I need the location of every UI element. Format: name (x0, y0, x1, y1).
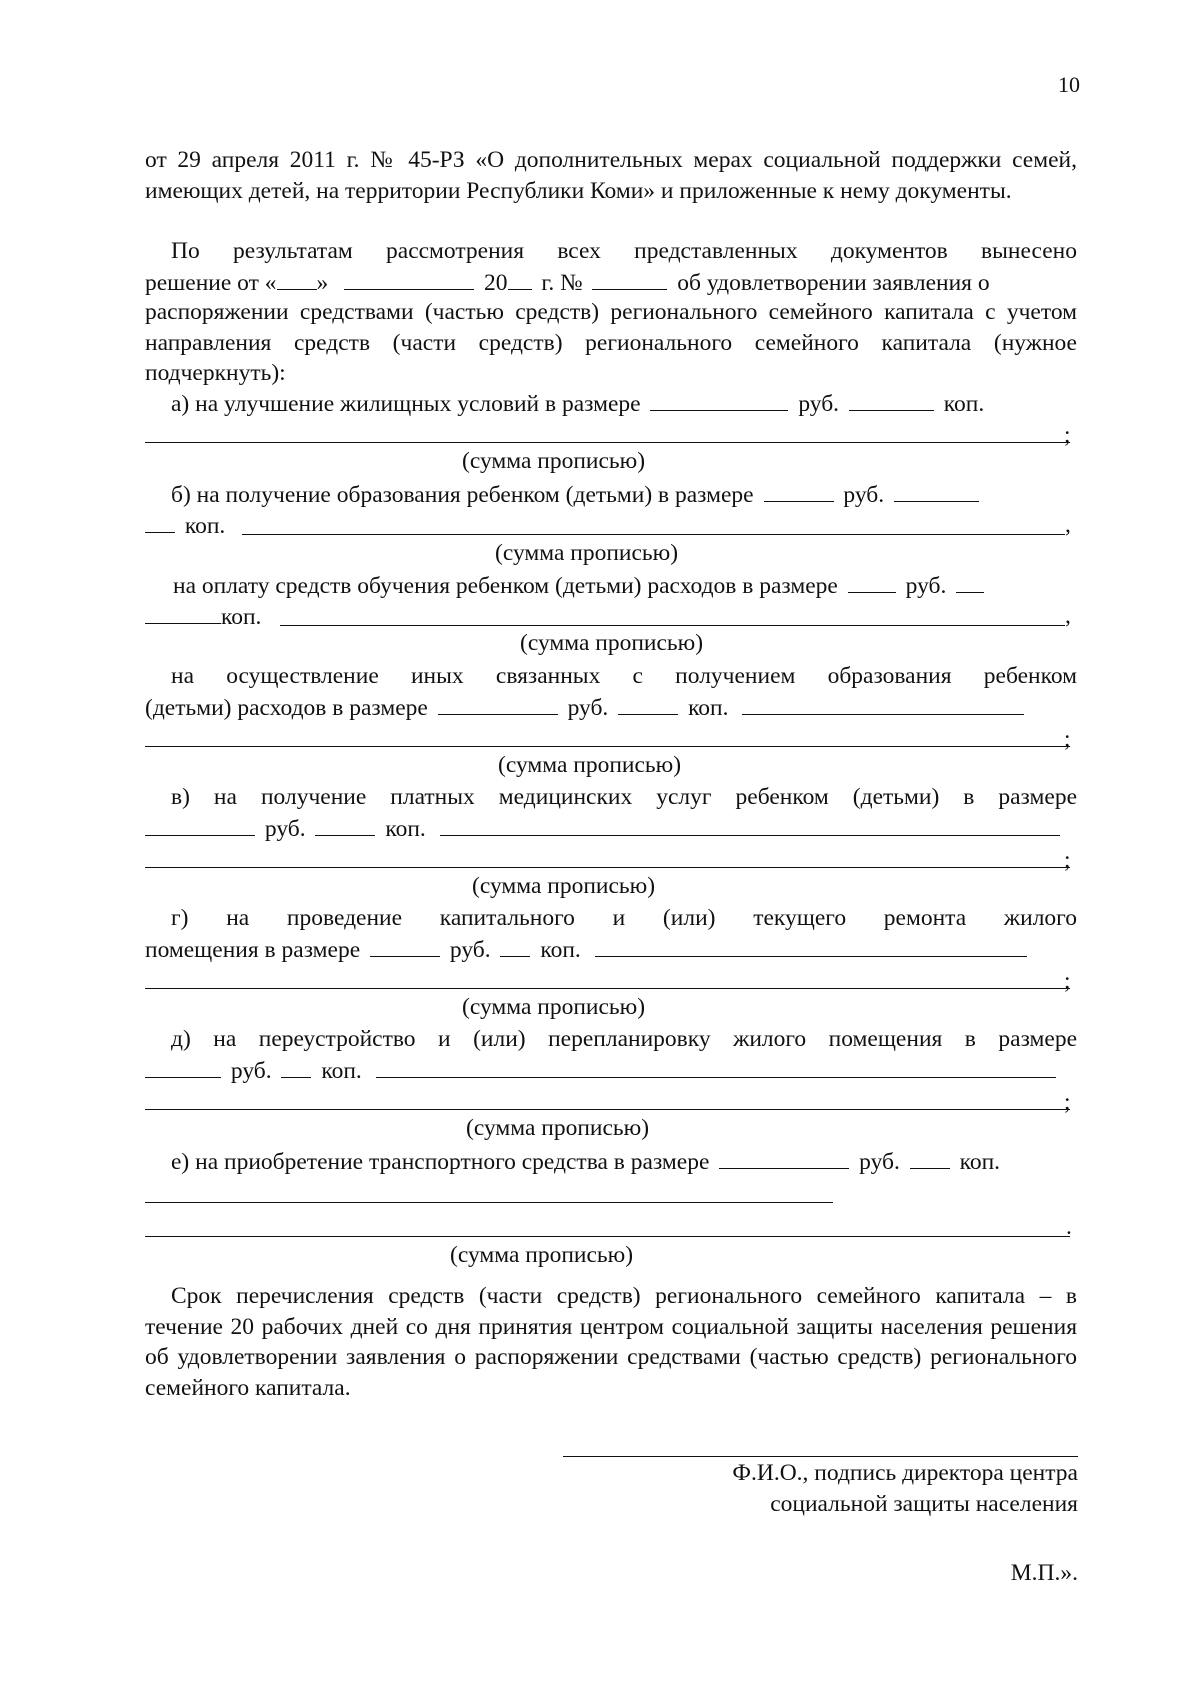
item-b2-sum-line[interactable] (280, 625, 1065, 626)
item-g-sum-caption: (сумма прописью) (462, 994, 646, 1020)
decision-pre: решение от « (145, 270, 277, 296)
item-v-rub-blank[interactable] (145, 813, 255, 836)
item-b2-sum-caption: (сумма прописью) (520, 630, 704, 656)
item-b3-end: ; (1064, 726, 1071, 752)
item-b-line-2 (145, 510, 1077, 540)
item-b3-label: (детьми) расходов в размере (145, 695, 428, 721)
item-b2-kop-blank-1[interactable] (956, 570, 984, 593)
kop-label: коп. (184, 513, 226, 539)
stamp-label: М.П.». (1010, 1560, 1078, 1586)
item-e-label: е) на приобретение транспортного средства в размере (171, 1149, 710, 1175)
rub-label: руб. (567, 695, 609, 721)
item-a-rub-blank[interactable] (650, 388, 788, 411)
item-a-line (145, 388, 1077, 418)
item-b-line (145, 479, 1077, 509)
item-d-rub-blank[interactable] (145, 1055, 221, 1078)
item-b2-label: на оплату средств обучения ребенком (детьми) расходов в размере (173, 573, 838, 599)
item-b3-rub-blank[interactable] (438, 692, 558, 715)
item-b2-line-2 (145, 601, 1077, 631)
kop-label: коп. (959, 1149, 1001, 1175)
item-e-end: . (1066, 1214, 1072, 1240)
number-blank[interactable] (592, 267, 667, 290)
item-b2-line (145, 570, 1077, 600)
item-v-line-2 (145, 813, 1077, 843)
year-prefix: 20 (484, 270, 508, 296)
item-d-sum-caption: (сумма прописью) (466, 1115, 650, 1141)
item-b-kop-blank-1[interactable] (894, 479, 979, 502)
kop-label: коп. (385, 816, 426, 842)
item-g-sum-blank-1[interactable] (595, 934, 1027, 957)
item-a-label: а) на улучшение жилищных условий в размере (171, 391, 641, 417)
item-v-kop-blank[interactable] (315, 813, 375, 836)
kop-label: коп. (943, 391, 985, 417)
day-blank[interactable] (277, 267, 317, 290)
item-b3-line-2 (145, 692, 1077, 722)
item-b3-sum-blank-1[interactable] (742, 692, 1024, 715)
item-v-sum-blank-1[interactable] (440, 813, 1060, 836)
item-e-sum-line-2[interactable] (145, 1236, 1070, 1237)
rub-label: руб. (230, 1058, 272, 1084)
item-d-sum-blank-1[interactable] (376, 1055, 1056, 1078)
item-d-line-1: д) на переустройство и (или) перепланировку жилого помещения в размере (171, 1026, 1077, 1052)
year-blank[interactable] (508, 267, 532, 290)
item-b-end: , (1065, 512, 1071, 538)
item-d-line-2 (145, 1055, 1077, 1085)
item-b3-sum-line[interactable] (145, 746, 1070, 747)
item-e-sum-caption: (сумма прописью) (450, 1242, 634, 1268)
item-b3-line-1: на осуществление иных связанных с получением образования ребенком (171, 663, 1077, 689)
item-e-line (145, 1146, 1077, 1176)
item-g-sum-line[interactable] (145, 988, 1070, 989)
item-v-sum-caption: (сумма прописью) (472, 873, 656, 899)
item-a-sum-caption: (сумма прописью) (462, 448, 646, 474)
item-g-end: ; (1064, 968, 1071, 994)
item-b-rub-blank[interactable] (764, 479, 834, 502)
item-b2-rub-blank[interactable] (848, 570, 896, 593)
signature-line[interactable] (563, 1456, 1078, 1457)
rub-label: руб. (905, 573, 947, 599)
page-number: 10 (1058, 72, 1080, 97)
item-v-line-1: в) на получение платных медицинских услуг ребенком (детьми) в размере (171, 784, 1077, 810)
item-v-end: ; (1064, 847, 1071, 873)
kop-label: коп. (688, 695, 729, 721)
intro-paragraph: от 29 апреля 2011 г. № 45-РЗ «О дополнительных мерах социальной поддержки семей, имеющих детей, на территории Республики Коми» и приложенные к нему документы. (145, 147, 1077, 204)
item-g-line-1: г) на проведение капитального и (или) текущего ремонта жилого (171, 905, 1077, 931)
rub-label: руб. (264, 816, 306, 842)
item-g-line-2 (145, 934, 1077, 964)
item-e-kop-blank[interactable] (910, 1146, 950, 1169)
item-b2-kop-blank-2[interactable] (145, 601, 221, 624)
item-b3-sum-caption: (сумма прописью) (498, 752, 682, 778)
rub-label: руб. (798, 391, 840, 417)
kop-label: коп. (321, 1058, 362, 1084)
month-blank[interactable] (344, 267, 474, 290)
item-b3-kop-blank[interactable] (618, 692, 678, 715)
rub-label: руб. (859, 1149, 900, 1175)
item-b-kop-blank-2[interactable] (145, 510, 175, 533)
decision-line-1: По результатам рассмотрения всех представленных документов вынесено (171, 238, 1077, 264)
term-paragraph: Срок перечисления средств (части средств) регионального семейного капитала – в течение 20 рабочих дней со дня принятия центром социальной защиты населения решения об удовлетворении заявления о распоряжении средствами (частью средств) регионального семейного капитала. (145, 1283, 1077, 1401)
item-a-kop-blank[interactable] (849, 388, 934, 411)
item-g-kop-blank[interactable] (500, 934, 530, 957)
decision-rest: распоряжении средствами (частью средств) регионального семейного капитала с учетом направления средств (части средств) регионального семейного капитала (нужное подчеркнуть): (145, 299, 1077, 386)
year-suffix: г. № (541, 270, 583, 296)
item-g-rub-blank[interactable] (370, 934, 440, 957)
kop-label: коп. (540, 937, 581, 963)
signature-caption-1: Ф.И.О., подпись директора центра (732, 1460, 1078, 1486)
item-v-sum-line[interactable] (145, 867, 1070, 868)
item-b2-end: , (1065, 603, 1071, 629)
item-d-sum-line[interactable] (145, 1109, 1070, 1110)
decision-line-2 (145, 267, 1077, 297)
item-g-label: помещения в размере (145, 937, 361, 963)
rub-label: руб. (843, 482, 885, 508)
item-b-sum-line[interactable] (242, 534, 1065, 535)
item-e-sum-line-1[interactable] (145, 1202, 833, 1203)
item-a-sum-line[interactable] (145, 442, 1070, 443)
item-b-label: б) на получение образования ребенком (детьми) в размере (171, 482, 754, 508)
signature-caption-2: социальной защиты населения (770, 1491, 1078, 1517)
item-a-end: ; (1064, 422, 1071, 448)
item-d-end: ; (1064, 1089, 1071, 1115)
item-d-kop-blank[interactable] (281, 1055, 311, 1078)
item-e-rub-blank[interactable] (719, 1146, 849, 1169)
item-b-sum-caption: (сумма прописью) (495, 540, 679, 566)
quote-close: » (316, 270, 329, 296)
decision-post: об удовлетворении заявления о (677, 270, 990, 296)
kop-label: коп. (221, 604, 262, 630)
rub-label: руб. (449, 937, 491, 963)
